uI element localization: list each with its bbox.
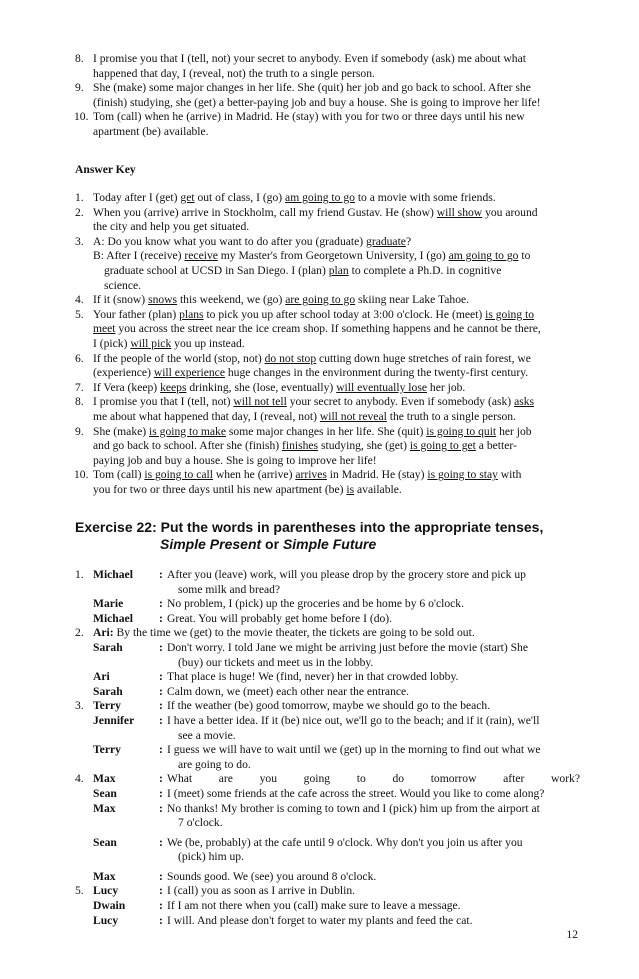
list-item [75, 81, 580, 110]
speaker-name: Ari: [93, 626, 114, 640]
list-item [75, 395, 580, 424]
answer-underline: is going to make [149, 424, 226, 438]
speaker-name: Michael [93, 611, 133, 625]
list-item [75, 381, 580, 396]
item-text: (experience) will experience huge changes in the environment during the twenty-first century. [93, 366, 529, 380]
answer-underline: plan [328, 263, 349, 277]
dialog-line: 1. Michael : After you (leave) work, will you please drop by the grocery store and pick up some milk and bread? [75, 568, 526, 596]
item-text: Today after I (get) get out of class, I (go) am going to go to a movie with some friends. [93, 191, 496, 204]
item-number: 1. [75, 568, 84, 581]
item-text: and go back to school. After she (finish) finishes studying, she (get) is going to get a better- [93, 439, 517, 453]
list-item [75, 308, 580, 352]
list-item [75, 425, 580, 469]
exercise-title-line: Simple Present or Simple Future [160, 536, 377, 552]
answer-underline: keeps [160, 380, 187, 394]
page-number: 12 [566, 928, 578, 941]
speaker-name: Terry [93, 699, 121, 713]
item-text: the city and help you get situated. [93, 220, 250, 234]
answer-underline: will not reveal [319, 409, 387, 423]
answer-key-heading: Answer Key [75, 163, 136, 176]
exercise-title [75, 519, 580, 553]
dialog-line: Jennifer : I have a better idea. If it (be) nice out, we'll go to the beach; and if it (rain), we'll see a movie. [93, 713, 540, 742]
speaker-name: Sarah [93, 640, 123, 654]
item-text: She (make) some major changes in her life. She (quit) her job and go back to school. After she [93, 81, 531, 95]
item-number: 5. [75, 307, 84, 321]
item-number: 4. [75, 293, 84, 307]
dialog-line: 2. Ari: By the time we (get) to the movie theater, the tickets are going to be sold out. [75, 626, 475, 640]
dialog-line: Marie : No problem, I (pick) up the groceries and be home by 6 o'clock. [93, 597, 464, 611]
answer-underline: is going to quit [426, 424, 497, 438]
item-text: When you (arrive) arrive in Stockholm, call my friend Gustav. He (show) will show you around [93, 205, 538, 219]
list-item [75, 352, 580, 381]
speaker-name: Michael [93, 568, 133, 581]
answer-underline: is [346, 482, 355, 496]
item-number: 5. [75, 884, 84, 898]
item-text: I promise you that I (tell, not) your secret to anybody. Even if somebody (ask) me about what [93, 52, 526, 65]
list-item [75, 235, 580, 293]
item-text: Tom (call) is going to call when he (arrive) arrives in Madrid. He (stay) is going to stay with [93, 468, 522, 482]
item-number: 3. [75, 234, 84, 248]
dialog-line: 3. Terry : If the weather (be) good tomorrow, maybe we should go to the beach. [75, 699, 491, 713]
item-text: If it (snow) snows this weekend, we (go) are going to go skiing near Lake Tahoe. [93, 293, 470, 307]
answer-underline: finishes [282, 439, 319, 453]
speaker-name: Sean [93, 835, 117, 849]
item-number: 7. [75, 380, 84, 394]
speaker-name: Marie [93, 597, 124, 611]
item-text: Your father (plan) plans to pick you up after school today at 3:00 o'clock. He (meet) is going to [93, 307, 535, 321]
item-number: 9. [75, 424, 84, 438]
dialog-line: Sean : I (meet) some friends at the cafe across the street. Would you like to come along? [93, 786, 545, 800]
dialog-line: Terry : I guess we will have to wait until we (get) up in the morning to find out what we are going to do. [93, 743, 541, 771]
answer-underline: graduate [366, 234, 406, 248]
item-number: 4. [75, 772, 84, 786]
answer-underline: am going to go [448, 249, 519, 263]
answer-underline: meet [93, 322, 116, 336]
answer-underline: are going to go [285, 293, 356, 307]
speaker-name: Max [93, 801, 116, 815]
list-item [75, 293, 580, 308]
item-number: 10. [74, 110, 89, 124]
item-text: (finish) studying, she (get) a better-paying job and buy a house. She is going to improve her life! [93, 95, 541, 109]
answer-key-list [75, 191, 580, 497]
dialog-line: Sean : We (be, probably) at the cafe until 9 o'clock. Why don't you join us after you (pick) him up. [93, 835, 523, 864]
item-number: 8. [75, 52, 84, 65]
item-text: graduate school at UCSD in San Diego. I (plan) plan to complete a Ph.D. in cognitive [104, 263, 502, 277]
speaker-name: Sean [93, 786, 117, 800]
item-number: 9. [75, 81, 84, 95]
dialog-line: 4. Max : What are you going to do tomorrow after work? [75, 772, 580, 786]
item-text: If Vera (keep) keeps drinking, she (lose, eventually) will eventually lose her job. [93, 380, 466, 394]
speaker-name: Dwain [93, 899, 126, 913]
exercise-title-line: Exercise 22: Put the words in parentheses into the appropriate tenses, [75, 519, 544, 535]
item-text: paying job and buy a house. She is going to improve her life! [93, 453, 377, 467]
item-text: science. [104, 278, 142, 292]
exercise-dialogs [75, 568, 580, 928]
item-number: 2. [75, 626, 84, 640]
dialog-line: Max : Sounds good. We (see) you around 8 o'clock. [93, 869, 377, 883]
answer-underline: is going to call [144, 468, 213, 482]
answer-underline: will show [436, 205, 483, 219]
speaker-name: Max [93, 772, 116, 786]
answer-underline: is going to get [409, 439, 476, 453]
speaker-name: Terry [93, 743, 121, 757]
item-number: 6. [75, 351, 84, 365]
answer-underline: do not stop [264, 351, 317, 365]
dialog-line: 5. Lucy : I (call) you as soon as I arrive in Dublin. [75, 884, 356, 898]
item-text: happened that day, I (reveal, not) the truth to a single person. [93, 66, 375, 80]
dialog-line: Michael : Great. You will probably get home before I (do). [93, 611, 393, 625]
item-text: If the people of the world (stop, not) do not stop cutting down huge stretches of rain forest, we [93, 351, 531, 365]
list-item [75, 468, 580, 497]
answer-underline: asks [514, 395, 535, 409]
item-text: B: After I (receive) receive my Master's from Georgetown University, I (go) am going to go to [93, 249, 531, 263]
answer-underline: will experience [153, 366, 225, 380]
item-text: She (make) is going to make some major changes in her life. She (quit) is going to quit her job [93, 424, 532, 438]
item-text: me about what happened that day, I (reveal, not) will not reveal the truth to a single person. [93, 409, 516, 423]
dialog-line: Sarah : Calm down, we (meet) each other near the entrance. [93, 684, 410, 698]
item-text: I promise you that I (tell, not) will not tell your secret to anybody. Even if somebody (ask) asks [93, 395, 535, 409]
answer-underline: will not tell [233, 395, 287, 409]
item-number: 10. [74, 468, 89, 482]
item-number: 3. [75, 699, 84, 713]
answer-underline: arrives [295, 468, 327, 482]
answer-underline: get [180, 191, 195, 204]
answer-underline: is going to stay [427, 468, 498, 482]
speaker-name: Lucy [93, 913, 119, 927]
speaker-name: Sarah [93, 684, 123, 698]
answer-underline: snows [148, 293, 178, 307]
item-number: 8. [75, 395, 84, 409]
answer-underline: will pick [130, 336, 172, 350]
dialog-line: Dwain : If I am not there when you (call) make sure to leave a message. [93, 899, 461, 913]
exercise-items-top [75, 52, 580, 140]
item-text: I (pick) will pick you up instead. [93, 336, 245, 350]
item-text: apartment (be) available. [93, 124, 209, 138]
speaker-name: Jennifer [93, 713, 135, 727]
speaker-name: Lucy [93, 884, 119, 898]
list-item [75, 52, 580, 81]
answer-underline: will eventually lose [336, 380, 427, 394]
item-number: 2. [75, 205, 84, 219]
dialog-line: Ari : That place is huge! We (find, never) her in that crowded lobby. [93, 670, 459, 684]
item-number: 1. [75, 191, 84, 204]
speaker-name: Max [93, 869, 116, 883]
answer-underline: receive [184, 249, 218, 263]
list-item [75, 110, 580, 139]
answer-underline: is going to [485, 307, 535, 321]
list-item [75, 191, 580, 206]
answer-underline: am going to go [285, 191, 355, 204]
item-text: meet you across the street near the ice cream shop. If something happens and he cannot be there, [93, 322, 541, 336]
item-text: Tom (call) when he (arrive) in Madrid. He (stay) with you for two or three days until his new [93, 110, 525, 124]
item-text: A: Do you know what you want to do after you (graduate) graduate? [93, 234, 412, 248]
dialog-line: Max : No thanks! My brother is coming to town and I (pick) him up from the airport at 7 o'clock. [93, 801, 540, 830]
dialog-line: Lucy : I will. And please don't forget to water my plants and feed the cat. [93, 913, 473, 927]
speaker-name: Ari [93, 670, 110, 684]
item-text: you for two or three days until his new apartment (be) is available. [93, 482, 402, 496]
list-item [75, 206, 580, 235]
dialog-line: Sarah : Don't worry. I told Jane we might be arriving just before the movie (start) She (buy) our tickets and meet us in the lobby. [93, 640, 528, 669]
answer-underline: plans [179, 307, 204, 321]
